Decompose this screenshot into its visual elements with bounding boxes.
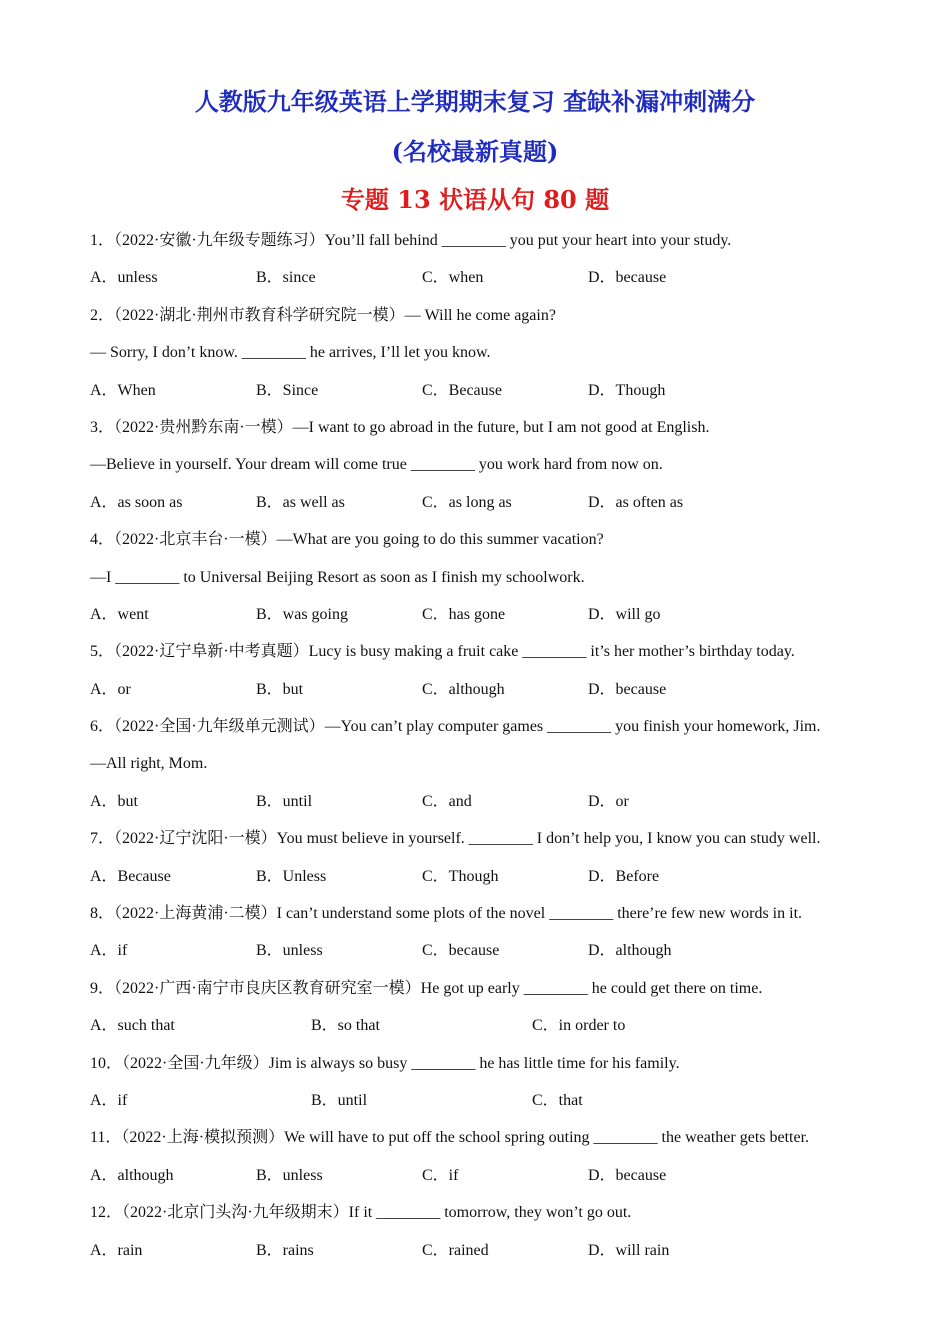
answer-options xyxy=(90,603,890,640)
answer-option: D．will go xyxy=(588,605,661,623)
question-dialogue-line: —All right, Mom. xyxy=(90,755,208,773)
answer-options xyxy=(90,266,890,303)
answer-option: C．Though xyxy=(422,867,499,885)
answer-option: C．Because xyxy=(422,381,502,399)
answer-options xyxy=(90,790,890,827)
answer-option: B．until xyxy=(256,792,313,810)
answer-option: C．and xyxy=(422,792,472,810)
answer-option: B．rains xyxy=(256,1241,314,1259)
answer-option: B．unless xyxy=(256,942,323,960)
answer-option: C．as long as xyxy=(422,493,512,511)
answer-option: B．as well as xyxy=(256,493,345,511)
question-item xyxy=(90,977,890,1052)
answer-option: B．unless xyxy=(256,1166,323,1184)
answer-option: A．unless xyxy=(90,269,158,287)
answer-option: A．such that xyxy=(90,1017,175,1035)
question-stem: 5．（2022·辽宁阜新·中考真题）Lucy is busy making a fruit cake ________ it’s her mother’s birthday today. xyxy=(90,643,795,661)
question-item xyxy=(90,715,890,827)
question-stem: 6．（2022·全国·九年级单元测试）—You can’t play computer games ________ you finish your homework, Jim. xyxy=(90,718,821,736)
answer-option: A．although xyxy=(90,1166,174,1184)
question-item xyxy=(90,640,890,715)
question-stem: 1．（2022·安徽·九年级专题练习）You’ll fall behind ________ you put your heart into your study. xyxy=(90,232,732,249)
answer-option: C．has gone xyxy=(422,605,506,623)
answer-option: C．in order to xyxy=(532,1017,626,1035)
question-stem: 11．（2022·上海·模拟预测）We will have to put off the school spring outing ________ the weather gets better. xyxy=(90,1129,810,1147)
answer-option: A．if xyxy=(90,1091,128,1109)
answer-option: A．or xyxy=(90,680,131,698)
answer-option: A．went xyxy=(90,605,149,623)
answer-option: A．but xyxy=(90,792,139,810)
question-item xyxy=(90,902,890,977)
question-item xyxy=(90,229,890,304)
question-stem: 9．（2022·广西·南宁市良庆区教育研究室一模）He got up early ________ he could get there on time. xyxy=(90,979,763,997)
answer-option: D．will rain xyxy=(588,1241,670,1259)
answer-option: C．if xyxy=(422,1166,459,1184)
answer-option: D．Before xyxy=(588,867,660,885)
answer-option: A．Because xyxy=(90,867,171,885)
question-stem: 4．（2022·北京丰台·一模）—What are you going to do this summer vacation? xyxy=(90,531,604,549)
answer-option: C．when xyxy=(422,269,484,287)
question-item xyxy=(90,1052,890,1127)
answer-option: D．although xyxy=(588,942,672,960)
answer-options xyxy=(90,939,890,976)
answer-options xyxy=(90,491,890,528)
answer-option: B．Unless xyxy=(256,867,327,885)
question-item xyxy=(90,416,890,528)
answer-options xyxy=(90,1164,890,1201)
question-stem: 10．（2022·全国·九年级）Jim is always so busy ________ he has little time for his family. xyxy=(90,1054,680,1072)
answer-options xyxy=(90,1089,890,1126)
answer-option: A．if xyxy=(90,942,128,960)
question-dialogue-line: —I ________ to Universal Beijing Resort as soon as I finish my schoolwork. xyxy=(90,568,585,586)
answer-option: A．rain xyxy=(90,1241,143,1259)
answer-option: D．because xyxy=(588,680,667,698)
question-stem: 8．（2022·上海黄浦·二模）I can’t understand some plots of the novel ________ there’re few new words in it. xyxy=(90,905,803,923)
answer-options xyxy=(90,379,890,416)
answer-options xyxy=(90,1239,890,1276)
question-dialogue-line: — Sorry, I don’t know. ________ he arrives, I’ll let you know. xyxy=(90,344,491,362)
question-dialogue-line: —Believe in yourself. Your dream will come true ________ you work hard from now on. xyxy=(90,456,663,474)
question-stem: 2．（2022·湖北·荆州市教育科学研究院一模）— Will he come again? xyxy=(90,306,556,324)
answer-option: A．When xyxy=(90,381,156,399)
answer-option: B．Since xyxy=(256,381,319,399)
question-item xyxy=(90,1201,890,1276)
question-stem: 3．（2022·贵州黔东南·一模）—I want to go abroad in the future, but I am not good at English. xyxy=(90,418,710,436)
answer-option: D．because xyxy=(588,1166,667,1184)
answer-options xyxy=(90,865,890,902)
document-subtitle: (名校最新真题) xyxy=(391,137,559,166)
answer-option: B．so that xyxy=(311,1017,380,1035)
question-item xyxy=(90,528,890,640)
question-item xyxy=(90,304,890,416)
question-stem: 7．（2022·辽宁沈阳·一模）You must believe in yourself. ________ I don’t help you, I know you can study well. xyxy=(90,830,821,848)
answer-options xyxy=(90,678,890,715)
answer-option: B．since xyxy=(256,269,316,287)
answer-options xyxy=(90,1014,890,1051)
topic-heading: 专题 13 状语从句 80 题 xyxy=(340,185,610,214)
answer-option: B．but xyxy=(256,680,304,698)
question-item xyxy=(90,827,890,902)
answer-option: D．as often as xyxy=(588,493,684,511)
answer-option: D．or xyxy=(588,792,629,810)
answer-option: A．as soon as xyxy=(90,493,183,511)
question-stem: 12．（2022·北京门头沟·九年级期末）If it ________ tomorrow, they won’t go out. xyxy=(90,1204,632,1222)
question-list xyxy=(90,229,890,1276)
answer-option: C．although xyxy=(422,680,505,698)
answer-option: D．because xyxy=(588,269,667,287)
answer-option: D．Though xyxy=(588,381,666,399)
answer-option: C．that xyxy=(532,1091,583,1109)
answer-option: C．because xyxy=(422,942,500,960)
answer-option: C．rained xyxy=(422,1241,489,1259)
answer-option: B．until xyxy=(311,1091,368,1109)
document-title: 人教版九年级英语上学期期末复习 查缺补漏冲刺满分 xyxy=(194,87,756,116)
answer-option: B．was going xyxy=(256,605,349,623)
question-item xyxy=(90,1126,890,1201)
